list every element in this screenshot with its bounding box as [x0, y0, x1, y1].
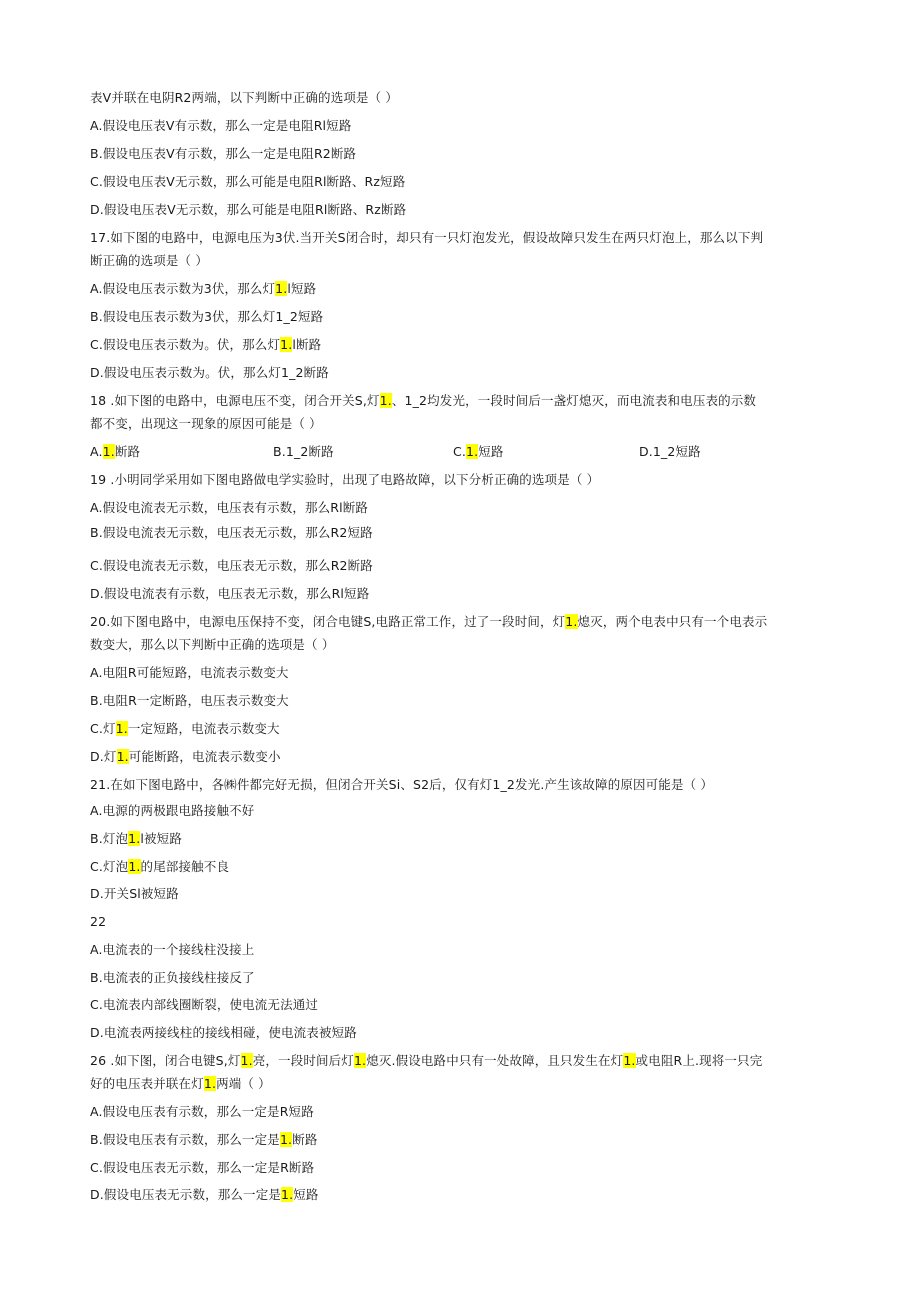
- text-line: [90, 776, 713, 794]
- highlighted-text: 1.: [623, 1053, 636, 1068]
- text-segment: D.假设电压表V无示数，那么可能是电阻Rl断路、Rz断路: [90, 202, 407, 217]
- text-segment: 17.如下图的电路中，电源电压为3伏.当开关S闭合时，却只有一只灯泡发光，假设故障只发生在两只灯泡上，那么以下判: [90, 230, 764, 245]
- highlighted-text: 1.: [203, 1076, 217, 1091]
- highlighted-text: 1.: [240, 1053, 253, 1068]
- text-segment: 一定短路，电流表示数变大: [127, 721, 280, 736]
- text-line: [90, 524, 373, 542]
- text-segment: 短路: [478, 444, 504, 459]
- text-line: [90, 1131, 318, 1149]
- highlighted-text: 1.: [115, 721, 128, 736]
- text-segment: 21.在如下图电路中，各㈱件都完好无损，但闭合开关Si、S2后，仅有灯1_2发光.产生该故障的原因可能是（ ）: [90, 777, 714, 792]
- text-line: [90, 557, 373, 575]
- text-line: [90, 913, 106, 931]
- text-line: [90, 941, 254, 959]
- option-column: [273, 443, 334, 461]
- text-segment: D.假设电压表示数为。伏，那么灯1_2断路: [90, 365, 329, 380]
- text-segment: B.假设电流表无示数，电压表无示数，那么R2短路: [90, 525, 373, 540]
- text-line: [90, 471, 599, 489]
- text-segment: D.1_2短路: [639, 444, 701, 459]
- text-line: [90, 720, 280, 738]
- text-segment: A.假设电压表V有示数，那么一定是电阻Rl短路: [90, 118, 352, 133]
- text-segment: 20.如下图电路中，电源电压保持不变，闭合电键S,电路正常工作，过了一段时间，灯: [90, 614, 566, 629]
- text-segment: D.灯: [90, 749, 117, 764]
- text-line: [90, 996, 318, 1014]
- text-segment: 、1_2均发光，一段时间后一盏灯熄灭，而电流表和电压表的示数: [391, 393, 757, 408]
- text-segment: C.假设电压表无示数，那么一定是R断路: [90, 1160, 315, 1175]
- text-line: [90, 415, 322, 433]
- text-segment: 19 .小明同学采用如下图电路做电学实验时，出现了电路故障，以下分析正确的选项是（ ）: [90, 472, 600, 487]
- text-segment: 22: [90, 914, 107, 929]
- text-segment: D.假设电压表无示数，那么一定是: [90, 1187, 281, 1202]
- text-segment: A.电源的两极跟电路接触不好: [90, 803, 255, 818]
- text-segment: 两端（ ）: [216, 1076, 271, 1091]
- text-segment: 亮，一段时间后灯: [252, 1053, 354, 1068]
- text-line: [90, 117, 351, 135]
- text-line: [90, 392, 756, 410]
- text-line: [90, 802, 254, 820]
- text-segment: B.电流表的正负接线柱接反了: [90, 970, 255, 985]
- text-line: [90, 613, 767, 631]
- highlighted-text: 1.: [379, 393, 392, 408]
- text-segment: A.假设电压表示数为3伏，那么灯: [90, 281, 276, 296]
- text-line: [90, 1052, 762, 1070]
- highlighted-text: 1.: [280, 337, 293, 352]
- text-line: [90, 636, 334, 654]
- text-segment: D.电流表两接线柱的接线相碰，使电流表被短路: [90, 1025, 357, 1040]
- text-line: [90, 830, 182, 848]
- text-segment: l短路: [287, 281, 317, 296]
- text-segment: C.灯泡: [90, 859, 129, 874]
- text-segment: 短路: [293, 1187, 319, 1202]
- text-line: [90, 364, 329, 382]
- text-segment: C.假设电流表无示数，电压表无示数，那么R2断路: [90, 558, 373, 573]
- text-segment: 熄灭，两个电表中只有一个电表示: [577, 614, 768, 629]
- text-segment: C.: [453, 444, 467, 459]
- text-line: [90, 173, 405, 191]
- text-line: [90, 280, 316, 298]
- highlighted-text: 1.: [279, 1132, 293, 1147]
- text-line: [90, 664, 289, 682]
- highlighted-text: 1.: [466, 444, 479, 459]
- highlighted-text: 1.: [102, 444, 115, 459]
- text-segment: C.假设电压表示数为。伏，那么灯: [90, 337, 281, 352]
- text-segment: B.假设电压表示数为3伏，那么灯1_2短路: [90, 309, 324, 324]
- text-line: [90, 308, 323, 326]
- text-line: [90, 1075, 271, 1093]
- text-line: [90, 748, 281, 766]
- text-segment: 26 .如下图，闭合电键S,灯: [90, 1053, 241, 1068]
- text-segment: l被短路: [140, 831, 182, 846]
- option-column: [90, 443, 140, 461]
- text-segment: 数变大，那么以下判断中正确的选项是（ ）: [90, 637, 335, 652]
- text-segment: A.电阻R可能短路，电流表示数变大: [90, 665, 289, 680]
- text-segment: 都不变，出现这一现象的原因可能是（ ）: [90, 416, 322, 431]
- option-column: [453, 443, 504, 461]
- text-line: [90, 692, 289, 710]
- text-segment: A.假设电流表无示数，电压表有示数，那么Rl断路: [90, 500, 369, 515]
- text-line: [90, 1159, 314, 1177]
- text-line: [90, 145, 356, 163]
- text-segment: 断路: [292, 1132, 318, 1147]
- text-segment: 熄灭.假设电路中只有一处故障，且只发生在灯: [366, 1053, 624, 1068]
- text-segment: C.假设电压表V无示数，那么可能是电阻Rl断路、Rz短路: [90, 174, 406, 189]
- text-segment: 可能断路，电流表示数变小: [128, 749, 281, 764]
- text-line: [90, 201, 406, 219]
- text-line: [90, 858, 229, 876]
- highlighted-text: 1.: [353, 1053, 367, 1068]
- text-line: [90, 89, 398, 107]
- text-segment: B.假设电压表有示数，那么一定是: [90, 1132, 280, 1147]
- highlighted-text: 1.: [128, 859, 141, 874]
- text-segment: B.1_2断路: [273, 444, 334, 459]
- text-line: [90, 336, 321, 354]
- text-segment: 表V并联在电阴R2两端，以下判断中正确的选项是（ ）: [90, 90, 399, 105]
- text-segment: 或电阻R上.现将一只完: [635, 1053, 763, 1068]
- text-line: [90, 1024, 357, 1042]
- text-segment: D.开关Sl被短路: [90, 886, 179, 901]
- text-segment: D.假设电流表有示数，电压表无示数，那么Rl短路: [90, 586, 370, 601]
- text-line: [90, 885, 179, 903]
- highlighted-text: 1.: [565, 614, 578, 629]
- text-line: [90, 1186, 319, 1204]
- text-segment: l断路: [292, 337, 322, 352]
- text-segment: B.灯泡: [90, 831, 129, 846]
- option-column: [639, 443, 701, 461]
- highlighted-text: 1.: [281, 1187, 294, 1202]
- text-line: [90, 1103, 314, 1121]
- text-line: [90, 585, 369, 603]
- text-line: [90, 252, 208, 270]
- text-segment: B.电阻R一定断路，电压表示数变大: [90, 693, 289, 708]
- text-segment: A.电流表的一个接线柱没接上: [90, 942, 255, 957]
- text-line: [90, 969, 255, 987]
- text-segment: A.假设电压表有示数，那么一定是R短路: [90, 1104, 314, 1119]
- text-segment: C.灯: [90, 721, 116, 736]
- text-segment: 断路: [114, 444, 141, 459]
- text-segment: C.电流表内部线圈断裂，使电流无法通过: [90, 997, 319, 1012]
- text-segment: B.假设电压表V有示数，那么一定是电阻R2断路: [90, 146, 357, 161]
- highlighted-text: 1.: [116, 749, 129, 764]
- text-segment: 好的电压表并联在灯: [90, 1076, 204, 1091]
- text-segment: A.: [90, 444, 103, 459]
- highlighted-text: 1.: [275, 281, 288, 296]
- text-line: [90, 229, 763, 247]
- highlighted-text: 1.: [128, 831, 141, 846]
- text-segment: 断正确的选项是（ ）: [90, 253, 208, 268]
- text-segment: 的尾部接触不良: [140, 859, 230, 874]
- text-segment: 18 .如下图的电路中，电源电压不变，闭合开关S,灯: [90, 393, 380, 408]
- text-line: [90, 499, 368, 517]
